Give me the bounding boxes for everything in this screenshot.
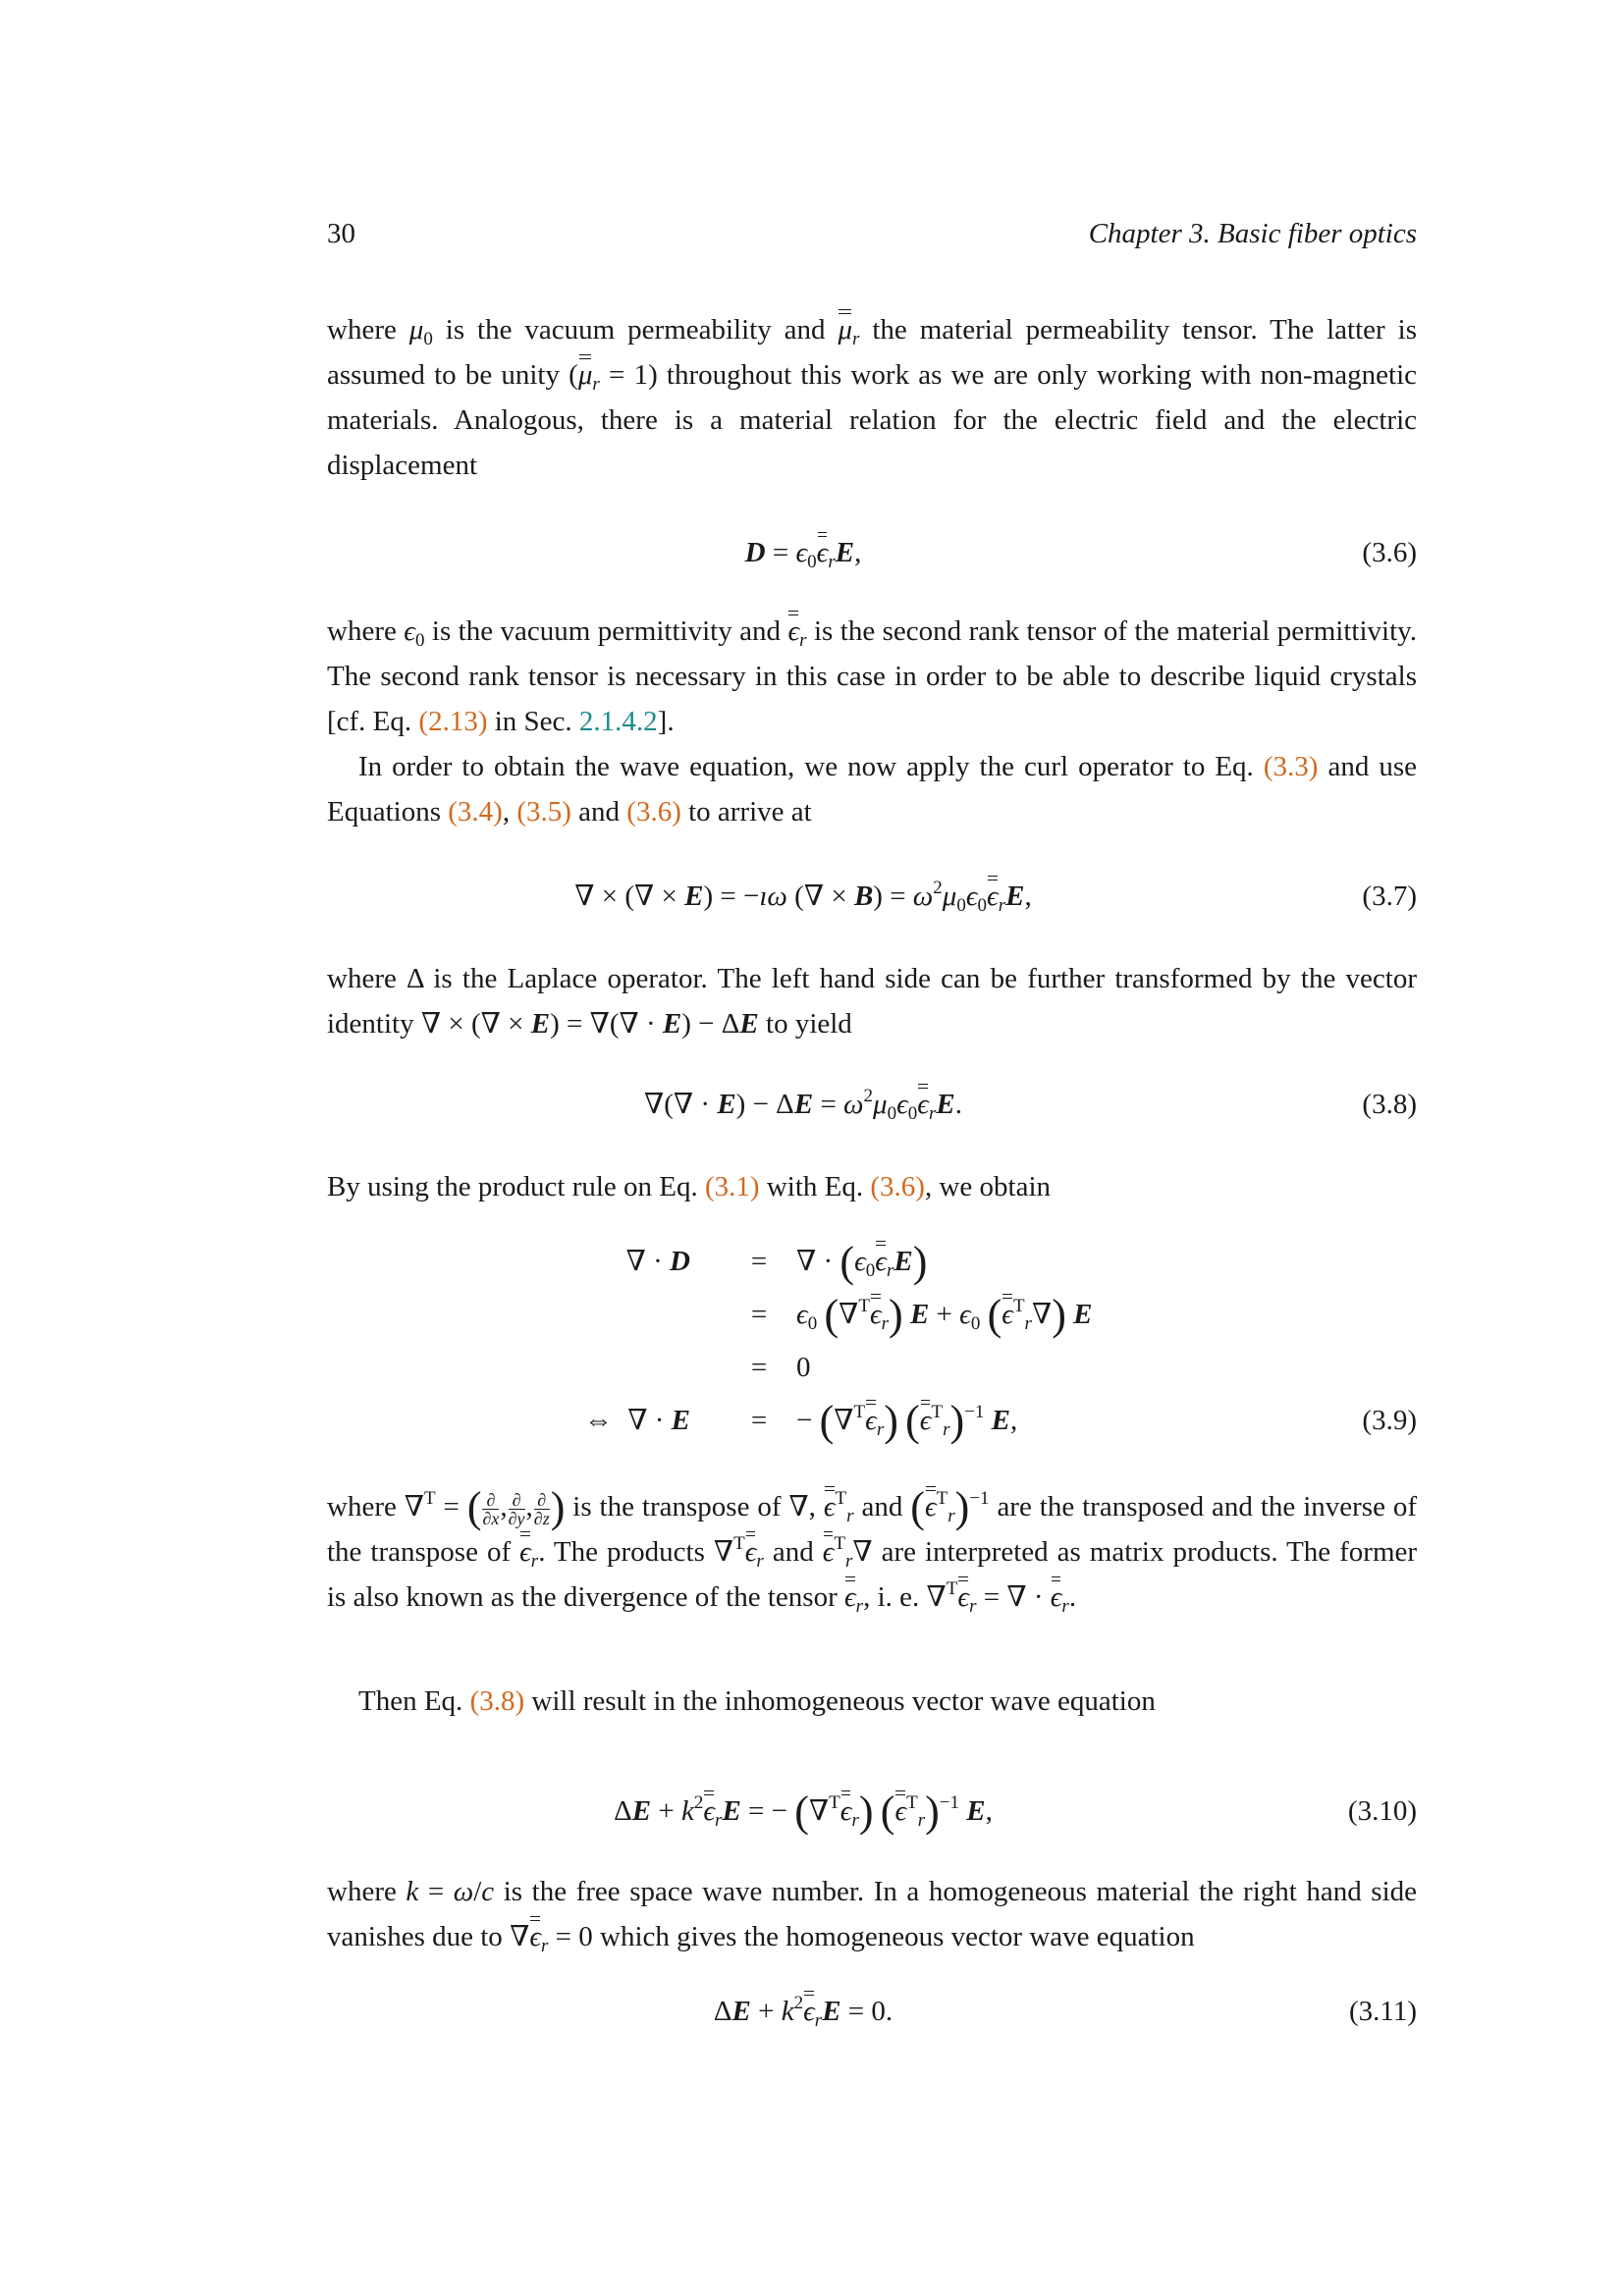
equation-number: (3.7) [1362,881,1417,912]
equation-number: (3.10) [1347,1795,1417,1827]
paragraph-transpose: where ∇$^T$ = ( $\frac{\partial}{\partial x}$ , $\frac{\partial}{\partial y}$ , $\frac{\partial}{\partial z}$ ) is the transpose of ∇, $\epsilon^T_r$ and $(\epsilon^T_r)^{-1}$ are the transposed and the inverse of the transpose of $\epsilon_r$. The products $\nabla^T\epsilon_r$ and $\epsilon^T_r\nabla$ are interpreted as matrix products. The former is also known as the divergence of the tensor $\epsilon_r$, i. e. $\nabla^T\epsilon_r$ = ∇ · $\epsilon_r$. [327,1484,1417,1620]
paragraph-laplace: where Δ is the Laplace operator. The left hand side can be further transformed by the vector identity ∇ × (∇ × E) = ∇(∇ · E) − ΔE to yield [327,963,1417,1040]
equation-3-9: ∇ · D = ∇ · $(\epsilon_0\epsilon_rE)$ = $\epsilon_0$ $(\nabla^T\epsilon_r) E + \epsilon_0$ $(\epsilon^T_r\nabla)$ E = 0 ⇔ ∇ · E = − $(\nabla^T\epsilon_r)$ $(\epsilon^T_r)^{-1}$ E, (3.9) [584,1238,1417,1445]
equation-number: (3.6) [1362,537,1417,568]
chapter-title: Chapter 3. Basic fiber optics [1088,218,1417,249]
paragraph-permittivity: where $\epsilon_0$ is the vacuum permittivity and $\epsilon_r$ is the second rank tensor of the material permittivity. The second rank tensor is necessary in this case in order to be able to describe liquid crystals [cf. Eq. (2.13) in Sec. 2.1.4.2]. [327,609,1417,744]
equation-number: (3.11) [1349,1996,1417,2027]
paragraph-permeability: where $\mu_0$ is the vacuum permeability and $\mu_r$ the material permeability tensor. The latter is assumed to be unity $(\mu_r = 1)$ throughout this work as we are only working with non-magnetic materials. Analogous, there is a material relation for the electric field and the electric displacement [327,307,1417,488]
paragraph-wave-number: where k = ω/c is the free space wave number. In a homogeneous material the right hand side vanishes due to $\nabla\epsilon_r = 0$ which gives the homogeneous vector wave equation [327,1869,1417,1959]
equation-3-11: $\Delta E + k^2\epsilon_rE = 0$. (3.11) [327,1989,1417,2034]
equation-3-7: ∇ × (∇ × E) = −ıω (∇ × $B) = \omega^2\mu_0\epsilon_0\epsilon_rE$, (3.7) [327,874,1417,919]
page [327,0,1417,2296]
equation-3-10: $\Delta E + k^2\epsilon_rE$ = − $(\nabla^T\epsilon_r)$ $(\epsilon^T_r)^{-1}$ E, (3.10) [614,1788,1417,1836]
equation-number: (3.9) [1362,1405,1417,1436]
paragraph-then: Then Eq. (3.8) will result in the inhomogeneous vector wave equation [358,1685,1156,1717]
section-link[interactable]: 2.1.4.2 [578,706,658,737]
paragraph-curl: In order to obtain the wave equation, we now apply the curl operator to Eq. (3.3) and use Equations (3.4), (3.5) and (3.6) to arrive at [327,751,1418,828]
equation-link[interactable]: (3.6) [626,796,681,828]
paragraph-product-rule: By using the product rule on Eq. (3.1) with Eq. (3.6), we obtain [327,1171,1052,1202]
equation-link[interactable]: (3.8) [469,1685,525,1717]
page-number: 30 [327,218,355,249]
equation-link[interactable]: (3.4) [448,796,503,828]
equation-link[interactable]: (3.5) [516,796,571,828]
equation-number: (3.8) [1362,1089,1417,1120]
equation-link[interactable]: (3.6) [870,1171,925,1202]
equation-link[interactable]: (2.13) [418,706,488,737]
equation-3-6: $D = \epsilon_0\epsilon_rE$, (3.6) [327,530,1417,575]
equation-link[interactable]: (3.3) [1263,751,1319,782]
running-header [327,211,1417,256]
equation-link[interactable]: (3.1) [705,1171,760,1202]
equation-3-8: ∇(∇ · $E) - \Delta E = \omega^2\mu_0\epsilon_0\epsilon_rE$. (3.8) [327,1082,1417,1127]
